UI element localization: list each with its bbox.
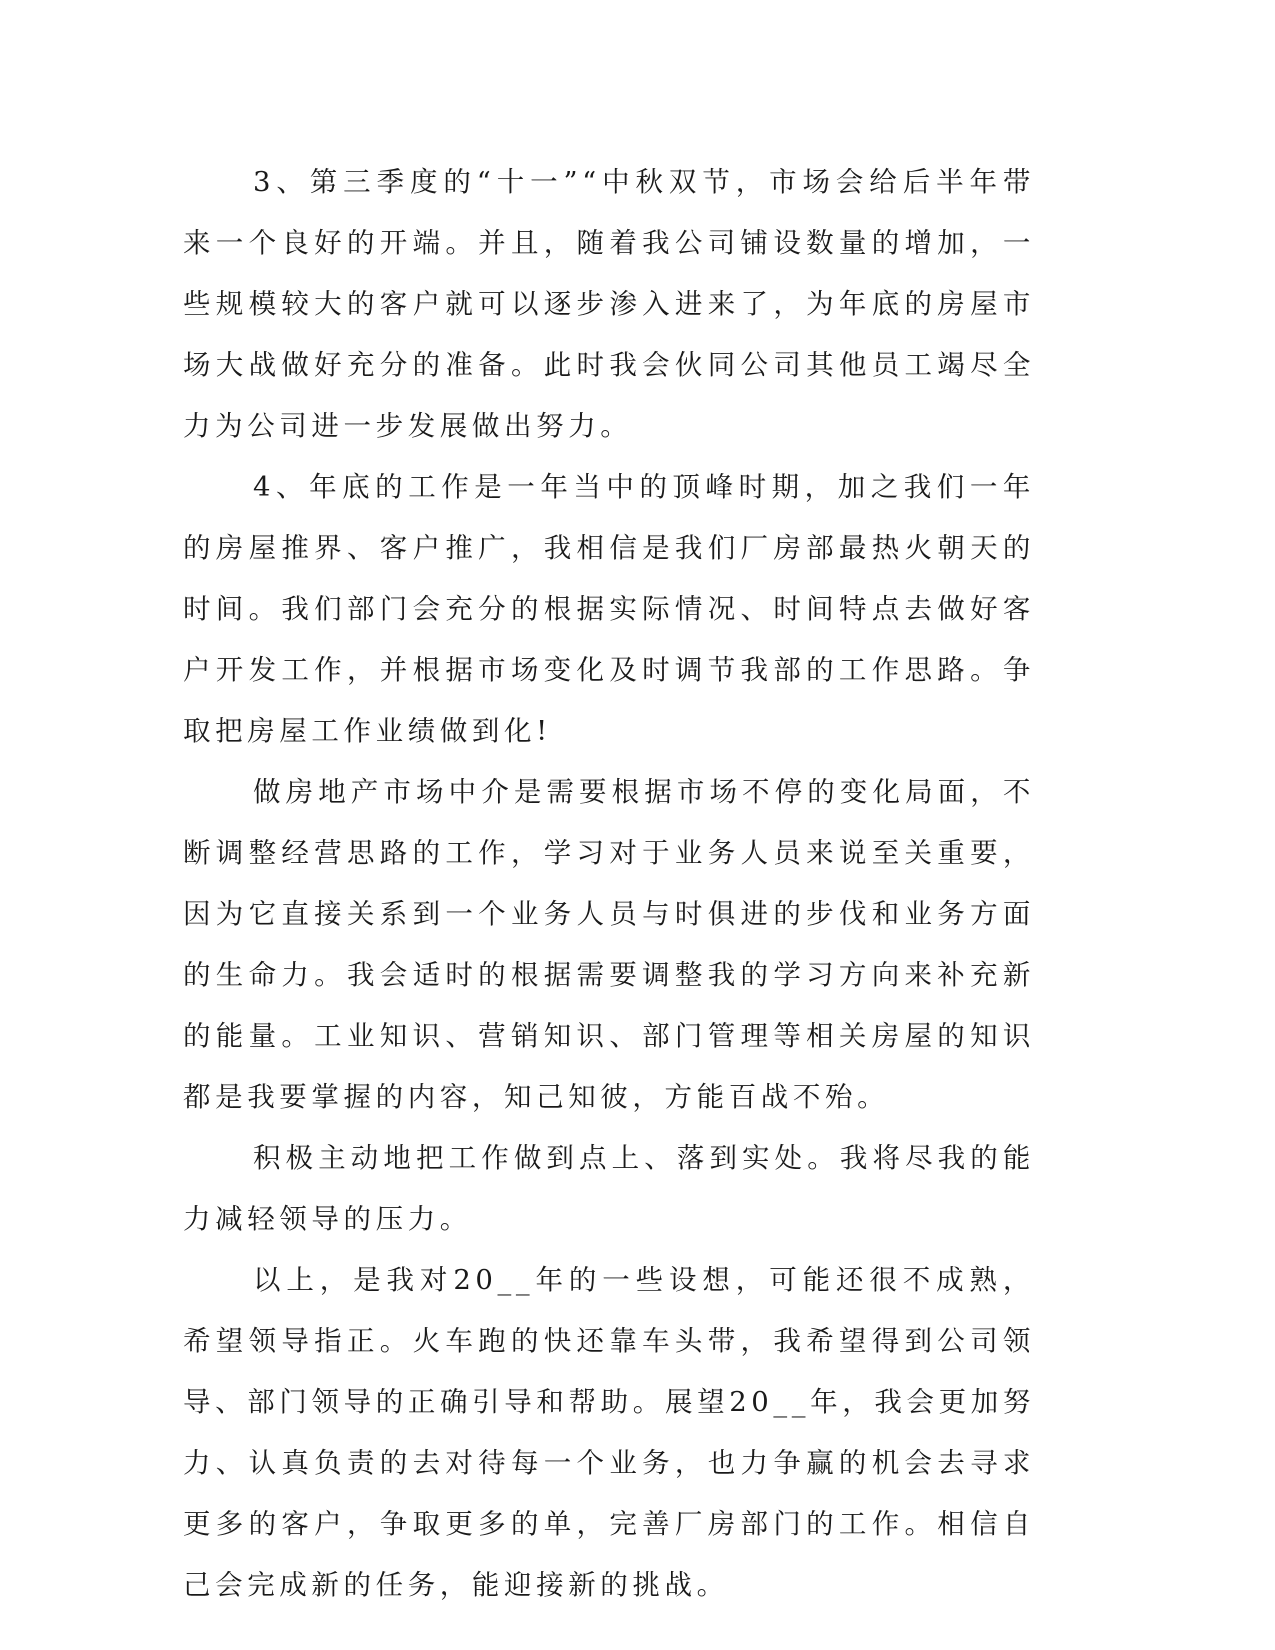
paragraph-learning: 做房地产市场中介是需要根据市场不停的变化局面，不断调整经营思路的工作，学习对于业务人员来说至关重要，因为它直接关系到一个业务人员与时俱进的步伐和业务方面的生命力。我会适时的根据需要调整我的学习方向来补充新的能量。工业知识、营销知识、部门管理等相关房屋的知识都是我要掌握的内容，知己知彼，方能百战不殆。 [183, 776, 1035, 1113]
document-body [183, 152, 1035, 1616]
paragraph-q3-plan: 3、第三季度的“十一”“中秋双节，市场会给后半年带来一个良好的开端。并且，随着我公司铺设数量的增加，一些规模较大的客户就可以逐步渗入进来了，为年底的房屋市场大战做好充分的准备。此时我会伙同公司其他员工竭尽全力为公司进一步发展做出努力。 [183, 166, 1035, 442]
paragraph-year-end-plan: 4、年底的工作是一年当中的顶峰时期，加之我们一年的房屋推界、客户推广，我相信是我们厂房部最热火朝天的时间。我们部门会充分的根据实际情况、时间特点去做好客户开发工作，并根据市场变化及时调节我部的工作思路。争取把房屋工作业绩做到化! [183, 471, 1035, 747]
paragraph-conclusion: 以上，是我对20__年的一些设想，可能还很不成熟，希望领导指正。火车跑的快还靠车头带，我希望得到公司领导、部门领导的正确引导和帮助。展望20__年，我会更加努力、认真负责的去对待每一个业务，也力争赢的机会去寻求更多的客户，争取更多的单，完善厂房部门的工作。相信自己会完成新的任务，能迎接新的挑战。 [183, 1264, 1035, 1601]
paragraph-initiative: 积极主动地把工作做到点上、落到实处。我将尽我的能力减轻领导的压力。 [183, 1142, 1035, 1235]
